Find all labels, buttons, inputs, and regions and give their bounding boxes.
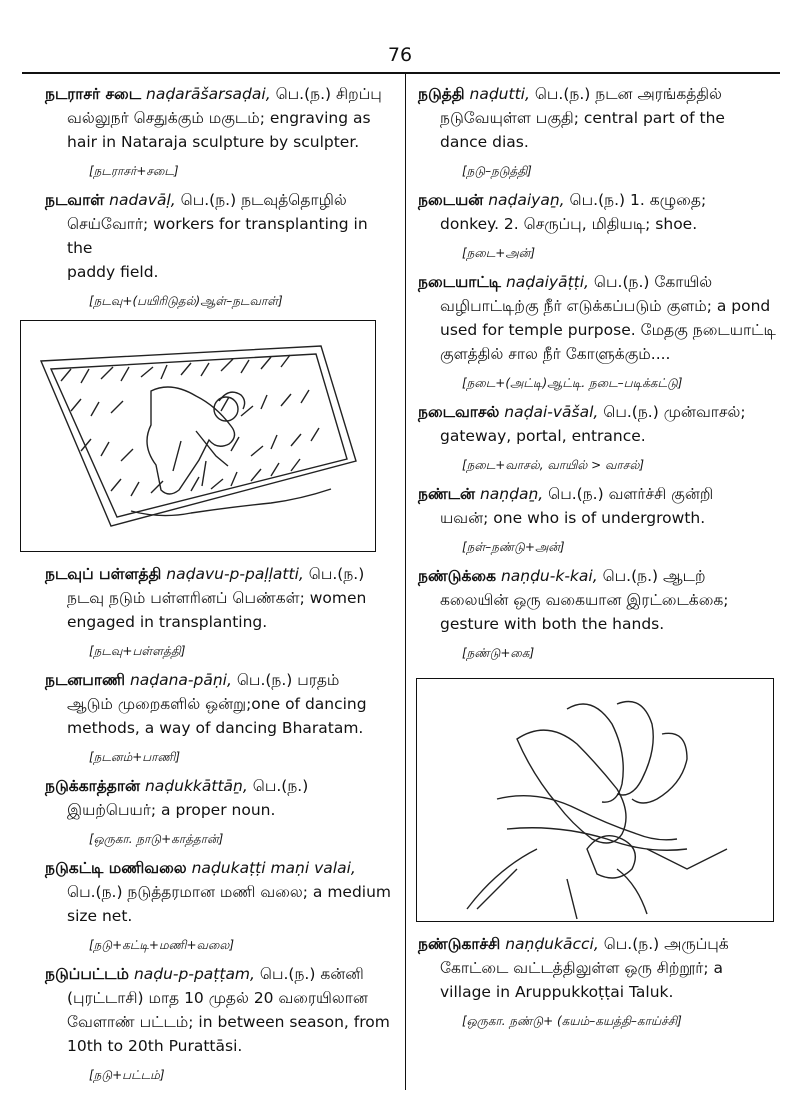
entry-nadutti: [418, 82, 776, 182]
etymology: [நடு–நடுத்தி]: [462, 164, 532, 178]
part-of-speech: பெ.(ந.): [548, 485, 604, 503]
definition-text: கோயில்: [654, 273, 713, 291]
headword: நடுகட்டி மணிவலை: [45, 859, 187, 877]
headword: நடனபாணி: [45, 671, 125, 689]
entry-nadaiyatti: [418, 270, 776, 394]
etymology: [நடு+கட்டி+மணி+வலை]: [89, 938, 235, 952]
left-column: [45, 82, 395, 1092]
definition-line: கலையின் ஒரு வகையான இரட்டைக்கை;: [440, 591, 729, 609]
etymology: [நடு+பட்டம்]: [89, 1068, 165, 1082]
headword: நடுப்பட்டம்: [45, 965, 129, 983]
definition-line: gateway, portal, entrance.: [440, 427, 646, 445]
definition-line: (புரட்டாசி) மாத 10 முதல் 20 வரையிலான: [67, 989, 368, 1007]
transliteration: naṇḍu-k-kai,: [500, 567, 598, 585]
headword: நடையாட்டி: [418, 273, 502, 291]
definition-line: வழிபாட்டிற்கு நீர் எடுக்கப்படும் குளம்; a pond: [440, 297, 771, 315]
entry-nadarasar-sadai: [45, 82, 395, 182]
definition-text: நடவுத்தொழில்: [241, 191, 347, 209]
transliteration: naḍana-pāṇi,: [129, 671, 232, 689]
definition-line: நடவு நடும் பள்ளரினப் பெண்கள்; women: [67, 589, 367, 607]
entry-nadaiyan: [418, 188, 776, 264]
part-of-speech: பெ.(ந.): [593, 273, 650, 291]
part-of-speech: பெ.(ந.): [236, 671, 293, 689]
transliteration: naḍavu-p-paḷḷatti,: [166, 565, 304, 583]
definition-line: ஆடும் முறைகளில் ஒன்று;one of dancing: [67, 695, 367, 713]
transliteration: naḍaiyāṭṭi,: [505, 273, 589, 291]
part-of-speech: பெ.(ந.): [603, 935, 660, 953]
definition-line: methods, a way of dancing Bharatam.: [67, 719, 364, 737]
headword: நண்டன்: [418, 485, 476, 503]
etymology: [நள்–நண்டு+அன்]: [462, 540, 565, 554]
part-of-speech: பெ.(ந.): [534, 85, 591, 103]
column-divider: [405, 74, 406, 1090]
part-of-speech: பெ.(ந.): [252, 777, 309, 795]
definition-text: முன்வாசல்;: [663, 403, 746, 421]
transliteration: naḍarāšarsaḍai,: [146, 85, 271, 103]
definition-text: அருப்புக்: [664, 935, 729, 953]
etymology: [நடனம்+பாணி]: [89, 750, 181, 764]
etymology: [நடவு+பள்ளத்தி]: [89, 644, 186, 658]
etymology: [நடராசர்+சடை]: [89, 164, 179, 178]
transplanting-illustration: [20, 320, 376, 552]
transliteration: naṇḍaṉ,: [479, 485, 544, 503]
part-of-speech: பெ.(ந.): [603, 403, 659, 421]
part-of-speech: பெ.(ந.): [275, 85, 332, 103]
headword: நடவுப் பள்ளத்தி: [45, 565, 162, 583]
headword: நண்டுகாச்சி: [418, 935, 501, 953]
definition-line: village in Aruppukkoṭṭai Taluk.: [440, 983, 674, 1001]
definition-line: பெ.(ந.) நடுத்தரமான மணி வலை; a medium: [67, 883, 392, 901]
transliteration: naḍutti,: [469, 85, 530, 103]
definition-text: ஆடற்: [663, 567, 706, 585]
entry-nadaivasal: [418, 400, 776, 476]
definition-line: நடுவேயுள்ள பகுதி; central part of the: [440, 109, 725, 127]
page-number: 76: [387, 44, 413, 66]
etymology: [நண்டு+கை]: [462, 646, 535, 660]
top-rule: [22, 72, 780, 74]
definition-line: யவன்; one who is of undergrowth.: [440, 509, 706, 527]
headword: நடவாள்: [45, 191, 105, 209]
etymology: [நடவு+(பயிரிடுதல்)ஆள்–நடவாள்]: [89, 294, 283, 308]
entry-nadaval: [45, 188, 395, 312]
headword: நண்டுக்கை: [418, 567, 496, 585]
definition-line: வேளாண் பட்டம்; in between season, from: [67, 1013, 390, 1031]
part-of-speech: பெ.(ந.): [259, 965, 316, 983]
entry-nadukatti-manivalai: [45, 856, 395, 956]
etymology: [நடை+அன்]: [462, 246, 535, 260]
etymology: [ஒருகா. நண்டு+ (கயம்–கயத்தி–காய்ச்சி]: [462, 1014, 682, 1028]
entry-nandan: [418, 482, 776, 558]
hand-gesture-illustration: [416, 678, 774, 922]
entry-nadukkattan: [45, 774, 395, 850]
definition-text: 1. கழுதை;: [629, 191, 707, 209]
right-column: [418, 82, 776, 1038]
definition-line: hair in Nataraja sculpture by sculpter.: [67, 133, 360, 151]
transliteration: nadavāḷ,: [109, 191, 176, 209]
transliteration: naḍukkāttāṉ,: [144, 777, 248, 795]
definition-line: வல்லுநர் செதுக்கும் மகுடம்; engraving as: [67, 109, 371, 127]
transliteration: naḍaiyaṉ,: [488, 191, 565, 209]
definition-line: செய்வோர்; workers for transplanting in the: [67, 215, 368, 257]
transliteration: naḍai-vāšal,: [504, 403, 599, 421]
etymology: [நடை+வாசல், வாயில் > வாசல்]: [462, 458, 645, 472]
definition-text: சிறப்பு: [336, 85, 382, 103]
entry-nadavu-pallatti: [45, 562, 395, 662]
definition-text: வளர்ச்சி குன்றி: [608, 485, 714, 503]
definition-text: நடன அரங்கத்தில்: [595, 85, 722, 103]
transliteration: naḍu-p-paṭṭam,: [133, 965, 255, 983]
part-of-speech: பெ.(ந.): [180, 191, 237, 209]
headword: நடுக்காத்தான்: [45, 777, 141, 795]
entry-nadu-p-pattam: [45, 962, 395, 1086]
headword: நடராசர் சடை: [45, 85, 142, 103]
definition-line: இயற்பெயர்; a proper noun.: [67, 801, 276, 819]
definition-line: used for temple purpose. மேதகு நடையாட்டி: [440, 321, 776, 339]
entry-nandukacci: [418, 932, 776, 1032]
etymology: [நடை+(அட்டி)ஆட்டி. நடை–படிக்கட்டு]: [462, 376, 683, 390]
part-of-speech: பெ.(ந.): [602, 567, 659, 585]
entry-nadana-pani: [45, 668, 395, 768]
definition-line: dance dias.: [440, 133, 529, 151]
transliteration: naḍukaṭṭi maṇi valai,: [191, 859, 356, 877]
definition-line: size net.: [67, 907, 133, 925]
headword: நடையன்: [418, 191, 484, 209]
definition-line: engaged in transplanting.: [67, 613, 268, 631]
transliteration: naṇḍukācci,: [505, 935, 599, 953]
definition-line: gesture with both the hands.: [440, 615, 665, 633]
entry-nandukkai: [418, 564, 776, 664]
part-of-speech: பெ.(ந.): [308, 565, 365, 583]
definition-line: 10th to 20th Purattāsi.: [67, 1037, 243, 1055]
definition-line: கோட்டை வட்டத்திலுள்ள ஒரு சிற்றூர்; a: [440, 959, 724, 977]
definition-line: குளத்தில் சால நீர் கோளுக்கும்....: [440, 345, 671, 363]
definition-text: கன்னி: [320, 965, 364, 983]
headword: நடைவாசல்: [418, 403, 500, 421]
part-of-speech: பெ.(ந.): [569, 191, 626, 209]
headword: நடுத்தி: [418, 85, 465, 103]
etymology: [ஒருகா. நாடு+காத்தான்]: [89, 832, 224, 846]
definition-text: பரதம்: [297, 671, 340, 689]
definition-line: donkey. 2. செருப்பு, மிதியடி; shoe.: [440, 215, 698, 233]
definition-line: paddy field.: [67, 263, 159, 281]
